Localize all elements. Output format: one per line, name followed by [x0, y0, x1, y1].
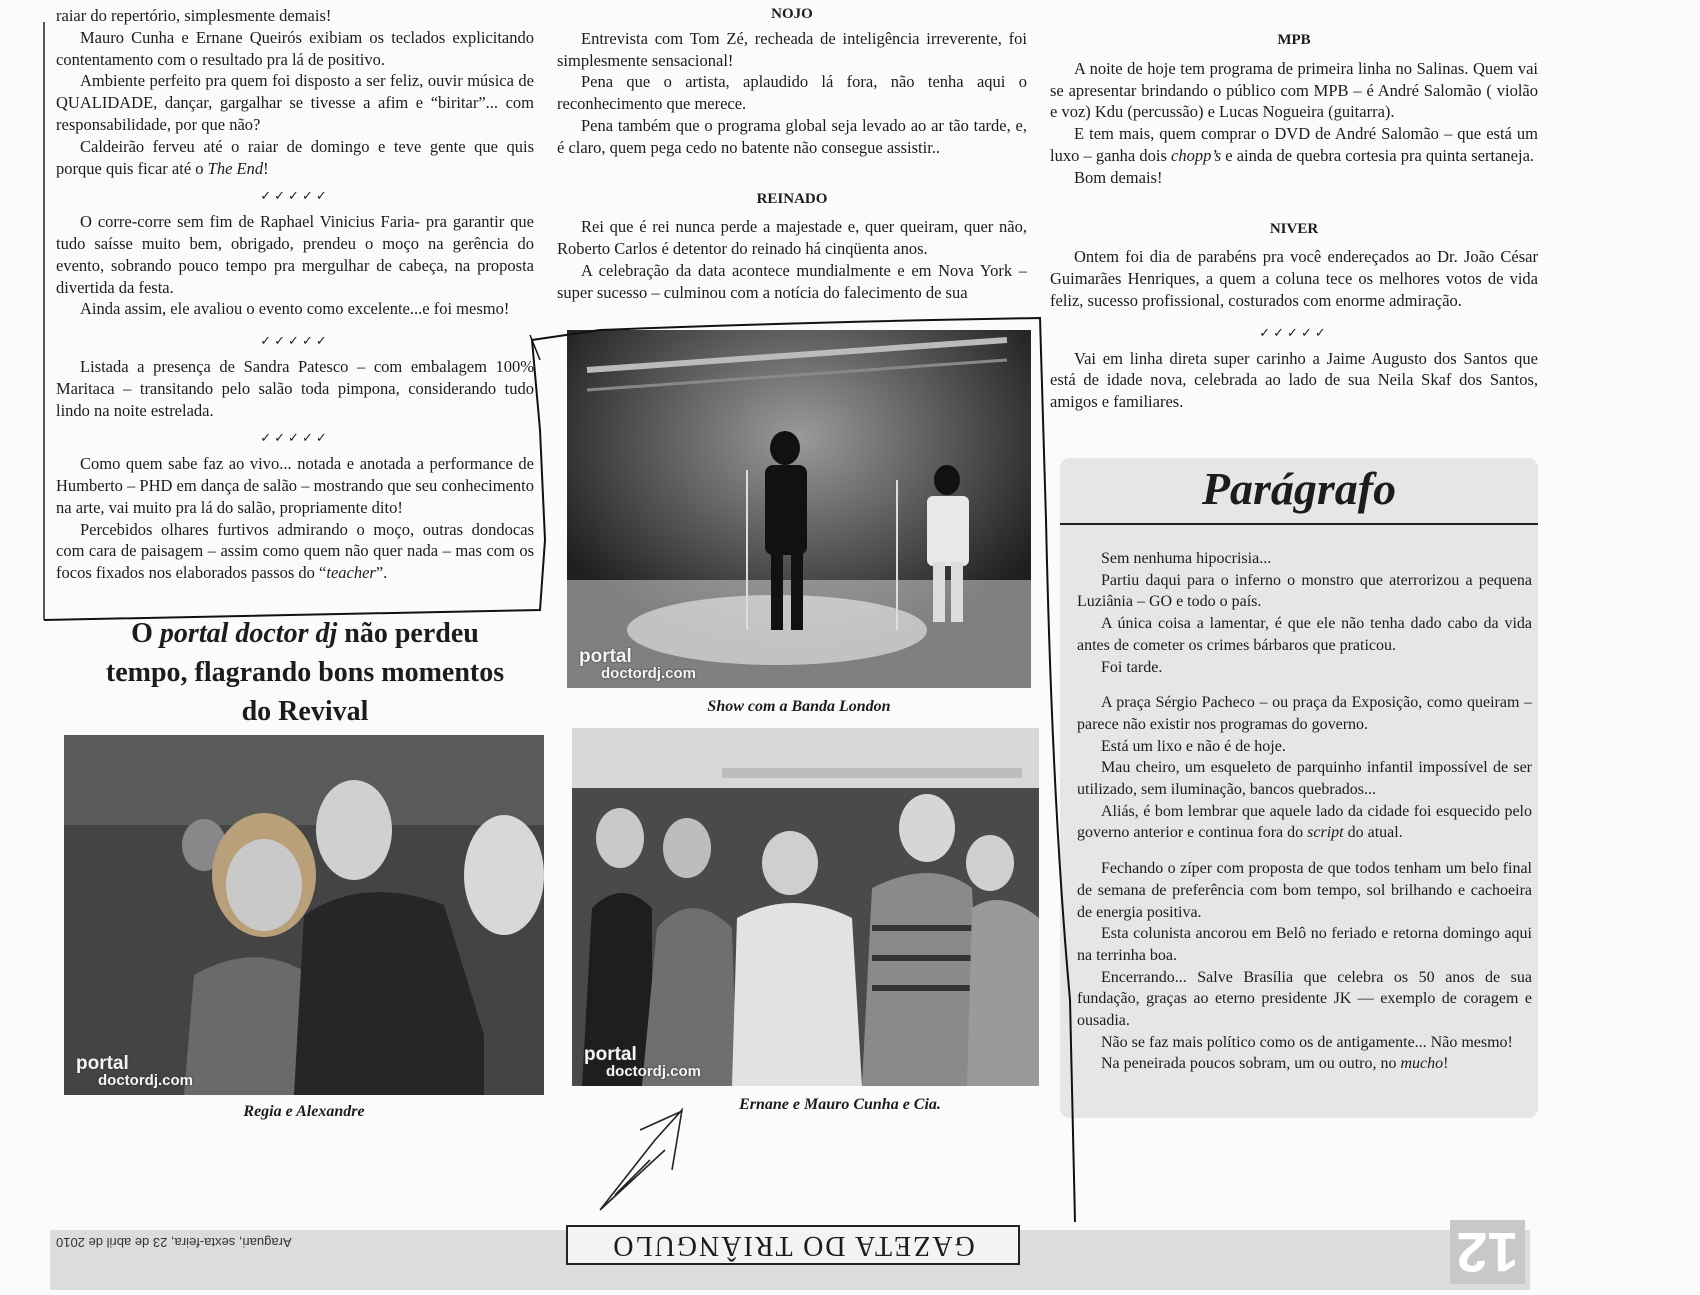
right-paragraph-4: Ontem foi dia de parabéns pra você endereçados ao Dr. João César Guimarães Henriques, a quem a coluna tece os melhores votos de vida feliz, sucesso profissional, costurados com enorme admiração.: [1050, 247, 1538, 310]
paragrafo-line-10: Esta colunista ancorou em Belô no feriado e retorna domingo aqui na terrinha boa.: [1077, 925, 1532, 964]
separator-checks: ✓✓✓✓✓: [260, 333, 330, 349]
paragrafo-line-12: Não se faz mais político como os de antigamente... Não mesmo!: [1101, 1033, 1513, 1051]
concert-scene-illustration: [567, 330, 1031, 688]
left-top-cut-line: raiar do repertório, simplesmente demais!: [56, 6, 332, 25]
left-paragraph-8: Percebidos olhares furtivos admirando o moço, outras dondocas com cara de paisagem – assim como quem não quer nada – mas com os focos fixados nos elaborados passos do “teacher”.: [56, 519, 534, 583]
left-paragraph-7: Como quem sabe faz ao vivo... notada e anotada a performance de Humberto – PHD em dança de salão – mostrando que seu conhecimento na arte, vai muito pra lá do salão, propriamente dito!: [56, 454, 534, 517]
separator-checks: ✓✓✓✓✓: [260, 188, 330, 204]
middle-paragraph-4: Rei que é rei nunca perde a majestade e, quer queiram, quer não, Roberto Carlos é detentor do reinado há cinqüenta anos.: [557, 217, 1027, 259]
section-heading-niver: NIVER: [1269, 220, 1319, 237]
footer-masthead: GAZETA DO TRIÂNGULO: [566, 1225, 1020, 1265]
right-column: [1050, 30, 1538, 413]
paragrafo-rule: [1060, 523, 1538, 525]
watermark-portal-doctordj: portal doctordj.com: [584, 1044, 702, 1080]
section-heading-mpb: MPB: [1277, 32, 1311, 48]
right-paragraph-3: Bom demais!: [1074, 167, 1163, 187]
watermark-portal-doctordj: portal doctordj.com: [579, 646, 697, 682]
middle-paragraph-1: Entrevista com Tom Zé, recheada de inteligência irreverente, foi simplesmente sensacional!: [557, 28, 1027, 70]
footer-page-number: 12: [1450, 1220, 1525, 1284]
couple-photo-illustration: [64, 735, 544, 1095]
paragrafo-line-1: Sem nenhuma hipocrisia...: [1101, 550, 1272, 567]
right-paragraph-1: A noite de hoje tem programa de primeira linha no Salinas. Quem vai se apresentar brindando o público com MPB – é André Salomão ( violão e voz) Kdu (percussão) e Lucas Nogueira (guitarra).: [1050, 58, 1538, 122]
photo-ernane-mauro-cunha: [572, 728, 1039, 1086]
paragrafo-line-2: Partiu daqui para o inferno o monstro que aterrorizou a pequena Luziânia – GO e todo o país.: [1077, 571, 1532, 611]
paragrafo-title: Parágrafo: [1201, 463, 1397, 514]
paragrafo-line-7: Mau cheiro, um esqueleto de parquinho infantil impossível de ser utilizado, sem iluminação, bancos quebrados...: [1077, 759, 1532, 799]
caption-regia-alexandre: Regia e Alexandre: [243, 1103, 365, 1120]
paragrafo-line-11: Encerrando... Salve Brasília que celebra os 50 anos de sua fundação, graças ao eterno presidente JK — exemplo de coragem e ousadia.: [1077, 968, 1532, 1030]
middle-paragraph-3: Pena também que o programa global seja levado ao ar tão tarde, e, é claro, quem pega cedo no batente não consegue assistir..: [557, 115, 1027, 157]
right-paragraph-2: E tem mais, quem comprar o DVD de André Salomão – que está um luxo – ganha dois chopp’s e ainda de quebra cortesia pra quinta sertaneja.: [1050, 124, 1538, 165]
section-heading-nojo: NOJO: [771, 6, 813, 22]
left-paragraph-2: Ambiente perfeito pra quem foi disposto a ser feliz, ouvir música de QUALIDADE, dançar, gargalhar se tivesse a afim e “biritar”... com responsabilidade, por que não?: [56, 71, 534, 134]
paragrafo-line-4: Foi tarde.: [1101, 658, 1163, 676]
left-paragraph-6: Listada a presença de Sandra Patesco – com embalagem 100% Maritaca – transitando pelo salão toda pimpona, considerando tudo lindo na noite estrelada.: [56, 356, 534, 420]
left-paragraph-5: Ainda assim, ele avaliou o evento como excelente...e foi mesmo!: [80, 299, 510, 319]
middle-paragraph-5: A celebração da data acontece mundialmente e em Nova York – super sucesso – culminou com a notícia do falecimento de sua: [557, 260, 1027, 302]
photo-show-banda-london: [567, 330, 1031, 688]
left-paragraph-4: O corre-corre sem fim de Raphael Vinicius Faria- pra garantir que tudo saísse muito bem, obrigado, prendeu o moço na gerência do evento, sobrando pouco tempo pra mergulhar de cabeça, na proposta divertida da festa.: [56, 212, 534, 297]
left-paragraph-1: Mauro Cunha e Ernane Queirós exibiam os teclados explicitando contentamento com o resultado pra lá de positivo.: [56, 27, 534, 69]
middle-paragraph-2: Pena que o artista, aplaudido lá fora, não tenha aqui o reconhecimento que merece.: [557, 72, 1027, 114]
paragrafo-text: [1077, 548, 1532, 1075]
footer-dateline: Araguari, sexta-feira, 23 de abril de 2010: [56, 1235, 292, 1250]
section-heading-reinado: REINADO: [756, 190, 828, 207]
paragrafo-line-8: Aliás, é bom lembrar que aquele lado da cidade foi esquecido pelo governo anterior e continua fora do script do atual.: [1077, 802, 1532, 842]
separator-checks: ✓✓✓✓✓: [260, 430, 330, 446]
paragrafo-line-13: Na peneirada poucos sobram, um ou outro, no mucho!: [1101, 1055, 1449, 1073]
left-column: [56, 6, 534, 584]
paragrafo-line-9: Fechando o zíper com proposta de que todos tenham um belo final de semana de preferência com bom tempo, sol brilhando e cachoeira de energia positiva.: [1077, 860, 1532, 921]
portal-headline: O portal doctor dj não perdeu tempo, flagrando bons momentos do Revival: [105, 618, 505, 727]
paragrafo-line-6: Está um lixo e não é de hoje.: [1101, 737, 1286, 755]
caption-ernane-mauro: Ernane e Mauro Cunha e Cia.: [739, 1096, 941, 1113]
middle-column: [557, 6, 1027, 304]
right-paragraph-5: Vai em linha direta super carinho a Jaime Augusto dos Santos que está de idade nova, celebrada ao lado de sua Neila Skaf dos Santos, amigos e familiares.: [1050, 348, 1538, 412]
group-photo-illustration: [572, 728, 1039, 1086]
caption-show: Show com a Banda London: [707, 698, 891, 715]
paragrafo-line-5: A praça Sérgio Pacheco – ou praça da Exposição, como queiram – parece não existir nos programas do governo.: [1077, 694, 1532, 733]
photo-regia-alexandre: [64, 735, 544, 1095]
separator-checks: ✓✓✓✓✓: [1259, 324, 1329, 340]
watermark-portal-doctordj: portal doctordj.com: [76, 1053, 194, 1089]
paragrafo-line-3: A única coisa a lamentar, é que ele não tenha dado cabo da vida antes de cometer os crimes bárbaros que praticou.: [1077, 615, 1532, 654]
left-paragraph-3: Caldeirão ferveu até o raiar de domingo e teve gente que quis porque quis ficar até o The End!: [56, 136, 534, 178]
